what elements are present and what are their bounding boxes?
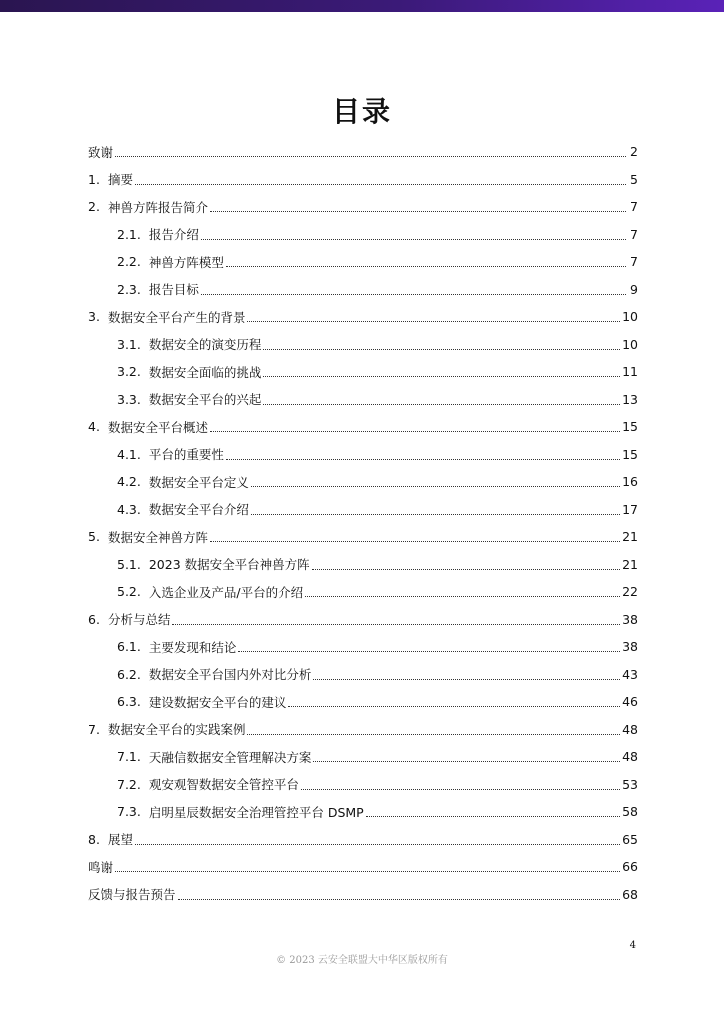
toc-entry-page: 38 [622,639,638,655]
toc-entry-page: 7 [630,199,638,215]
toc-entry-title: 报告介绍 [148,227,199,243]
toc-entry[interactable] [88,551,638,579]
toc-entry-title: 报告目标 [148,282,199,298]
dot-leader [251,514,620,515]
toc-entry-page: 66 [622,859,638,875]
dot-leader [247,321,620,322]
toc-entry-title: 数据安全平台介绍 [148,502,249,518]
toc-entry-title: 入选企业及产品/平台的介绍 [148,584,304,600]
toc-entry-title: 致谢 [88,144,114,160]
toc-entry-page: 15 [622,446,638,462]
toc-entry-number: 5. [88,529,100,545]
toc-entry[interactable] [88,881,638,909]
toc-entry-title: 启明星辰数据安全治理管控平台 DSMP [148,804,364,820]
page-title: 目录 [331,95,392,128]
toc-entry-page: 17 [622,501,638,517]
toc-entry-page: 21 [622,556,638,572]
toc-entry-number: 6.3. [117,694,141,710]
toc-entry[interactable] [88,606,638,634]
toc-entry-number: 2.2. [117,254,141,270]
toc-entry-page: 2 [630,144,638,160]
dot-leader [201,294,626,295]
toc-entry-number: 6.2. [117,666,141,682]
toc-entry-title: 数据安全神兽方阵 [107,529,208,545]
toc-entry-number: 1. [88,171,100,187]
toc-entry-page: 11 [622,364,638,380]
toc-entry[interactable] [88,771,638,799]
toc-entry[interactable] [88,276,638,304]
dot-leader [263,404,620,405]
toc-entry-number: 5.2. [117,584,141,600]
toc-entry-page: 15 [622,419,638,435]
toc-entry-title: 数据安全的演变历程 [148,337,262,353]
toc-entry-title: 数据安全平台的兴起 [148,392,262,408]
dot-leader [263,376,620,377]
toc-entry-page: 10 [622,336,638,352]
toc-entry[interactable] [88,386,638,414]
toc-entry[interactable] [88,853,638,881]
dot-leader [135,844,620,845]
toc-entry-number: 2.1. [117,226,141,242]
toc-entry-page: 58 [622,804,638,820]
toc-entry[interactable] [88,468,638,496]
toc-entry-number: 3. [88,309,100,325]
toc-entry-title: 摘要 [107,172,133,188]
dot-leader [115,156,626,157]
toc-entry[interactable] [88,138,638,166]
dot-leader [312,569,620,570]
toc-entry[interactable] [88,413,638,441]
toc-entry[interactable] [88,358,638,386]
toc-entry-page: 13 [622,391,638,407]
toc-entry-number: 3.3. [117,391,141,407]
dot-leader [251,486,620,487]
dot-leader [210,211,626,212]
toc-entry-title: 建设数据安全平台的建议 [148,694,287,710]
toc-entry-page: 65 [622,831,638,847]
toc-entry-title: 观安观智数据安全管控平台 [148,777,299,793]
toc-entry-page: 10 [622,309,638,325]
toc-entry-title: 神兽方阵模型 [148,254,224,270]
toc-entry-title: 鸣谢 [88,859,114,875]
toc-entry-number: 6. [88,611,100,627]
dot-leader [313,761,620,762]
toc-entry-title: 数据安全面临的挑战 [148,364,262,380]
table-of-contents [88,138,638,908]
toc-entry-title: 展望 [107,832,133,848]
dot-leader [247,734,620,735]
dot-leader [201,239,626,240]
toc-entry-number: 7. [88,721,100,737]
toc-entry[interactable] [88,303,638,331]
toc-entry-title: 数据安全平台概述 [107,419,208,435]
toc-entry-title: 数据安全平台国内外对比分析 [148,667,312,683]
toc-entry-number: 4.2. [117,474,141,490]
toc-entry-number: 7.1. [117,749,141,765]
dot-leader [115,871,620,872]
dot-leader [172,624,620,625]
toc-entry-number: 7.2. [117,776,141,792]
dot-leader [210,541,620,542]
toc-entry-number: 6.1. [117,639,141,655]
dot-leader [178,899,621,900]
toc-entry-page: 53 [622,776,638,792]
toc-entry-page: 16 [622,474,638,490]
copyright-footer: © 2023 云安全联盟大中华区版权所有 [276,955,448,966]
toc-entry-page: 5 [630,171,638,187]
toc-entry-title: 神兽方阵报告简介 [107,199,208,215]
toc-entry-number: 8. [88,831,100,847]
toc-entry[interactable] [88,166,638,194]
dot-leader [305,596,620,597]
toc-entry-number: 4.1. [117,446,141,462]
toc-entry-title: 平台的重要性 [148,447,224,463]
dot-leader [263,349,620,350]
toc-entry-title: 数据安全平台产生的背景 [107,309,246,325]
toc-entry[interactable] [88,716,638,744]
toc-entry-number: 5.1. [117,556,141,572]
toc-entry[interactable] [88,441,638,469]
page-number: 4 [629,940,636,951]
toc-entry-page: 7 [630,254,638,270]
toc-entry[interactable] [88,221,638,249]
toc-entry-title: 数据安全平台的实践案例 [107,722,246,738]
toc-entry[interactable] [88,523,638,551]
toc-entry-page: 9 [630,281,638,297]
toc-entry[interactable] [88,798,638,826]
dot-leader [366,816,620,817]
toc-entry-page: 38 [622,611,638,627]
dot-leader [288,706,620,707]
toc-entry-title: 数据安全平台定义 [148,474,249,490]
toc-entry[interactable] [88,826,638,854]
toc-entry[interactable] [88,743,638,771]
toc-entry[interactable] [88,248,638,276]
toc-entry[interactable] [88,496,638,524]
dot-leader [210,431,620,432]
toc-entry-number: 3.1. [117,336,141,352]
toc-entry-page: 48 [622,721,638,737]
toc-entry-title: 主要发现和结论 [148,639,237,655]
toc-entry-number: 7.3. [117,804,141,820]
toc-entry-page: 22 [622,584,638,600]
header-bar [0,0,724,12]
toc-entry-title: 分析与总结 [107,612,171,628]
toc-entry-title: 天融信数据安全管理解决方案 [148,749,312,765]
toc-entry[interactable] [88,661,638,689]
dot-leader [226,459,620,460]
dot-leader [301,789,620,790]
toc-entry-page: 7 [630,226,638,242]
toc-entry-number: 2.3. [117,281,141,297]
toc-entry-page: 48 [622,749,638,765]
toc-entry[interactable] [88,688,638,716]
toc-entry[interactable] [88,578,638,606]
toc-entry[interactable] [88,331,638,359]
dot-leader [135,184,626,185]
toc-entry[interactable] [88,633,638,661]
toc-entry-number: 4.3. [117,501,141,517]
toc-entry-number: 2. [88,199,100,215]
toc-entry-number: 3.2. [117,364,141,380]
toc-entry[interactable] [88,193,638,221]
dot-leader [238,651,620,652]
dot-leader [313,679,620,680]
dot-leader [226,266,626,267]
toc-entry-page: 46 [622,694,638,710]
toc-entry-page: 21 [622,529,638,545]
toc-entry-number: 4. [88,419,100,435]
toc-entry-title: 2023 数据安全平台神兽方阵 [148,557,310,573]
toc-entry-page: 68 [622,886,638,902]
toc-entry-page: 43 [622,666,638,682]
toc-entry-title: 反馈与报告预告 [88,887,176,903]
